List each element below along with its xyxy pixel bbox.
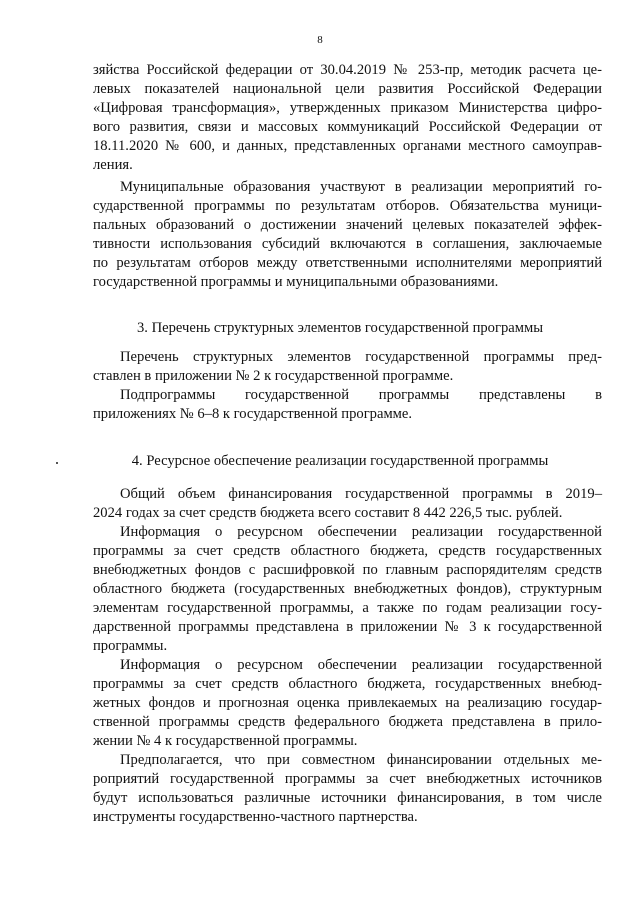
paragraph-line: левых показателей национальной цели развития Российской Федерации bbox=[93, 81, 602, 97]
paragraph-line: ления. bbox=[93, 157, 133, 173]
paragraph-line: сударственной программы по результатам отборов. Обязательства муници- bbox=[93, 198, 602, 214]
paragraph-line: областного бюджета (государственных внебюджетных фондов), структурным bbox=[93, 581, 602, 597]
paragraph-line: будут использоваться различные источники финансирования, в том числе bbox=[93, 790, 602, 806]
paragraph-line: программы за счет средств областного бюджета, средств государственных bbox=[93, 543, 602, 559]
section-heading: 3. Перечень структурных элементов государственной программы bbox=[136, 320, 544, 336]
paragraph-line: Подпрограммы государственной программы представлены в bbox=[120, 387, 602, 403]
paragraph-line: Общий объем финансирования государственной программы в 2019– bbox=[120, 486, 602, 502]
paragraph-line: инструменты государственно-частного партнерства. bbox=[93, 809, 418, 825]
paragraph-line: жетных фондов и прогнозная оценка привлекаемых на реализацию государ- bbox=[93, 695, 602, 711]
paragraph-line: зяйства Российской федерации от 30.04.2019 № 253-пр, методик расчета це- bbox=[93, 62, 602, 78]
paragraph-line: дарственной программы представлена в приложении № 3 к государственной bbox=[93, 619, 602, 635]
paragraph-line: Предполагается, что при совместном финансировании отдельных ме- bbox=[120, 752, 602, 768]
paragraph-line: по результатам отборов между ответственными исполнителями мероприятий bbox=[93, 255, 602, 271]
paragraph-line: ственной программы средств федерального бюджета представлена в прило- bbox=[93, 714, 602, 730]
paragraph-line: 18.11.2020 № 600, и данных, представленных органами местного самоуправ- bbox=[93, 138, 602, 154]
paragraph-line: Перечень структурных элементов государственной программы пред- bbox=[120, 349, 602, 365]
paragraph-line: 2024 годах за счет средств бюджета всего составит 8 442 226,5 тыс. рублей. bbox=[93, 505, 563, 521]
paragraph-line: Информация о ресурсном обеспечении реализации государственной bbox=[120, 657, 602, 673]
paragraph-line: Муниципальные образования участвуют в реализации мероприятий го- bbox=[120, 179, 602, 195]
paragraph-line: ставлен в приложении № 2 к государственной программе. bbox=[93, 368, 454, 384]
paragraph-line: приложениях № 6–8 к государственной программе. bbox=[93, 406, 413, 422]
paragraph-line: вого развития, связи и массовых коммуникаций Российской Федерации от bbox=[93, 119, 602, 135]
paragraph-line: роприятий государственной программы за счет внебюджетных источников bbox=[93, 771, 602, 787]
page-number: 8 bbox=[317, 34, 323, 46]
paragraph-line: пальных образований о достижении значений целевых показателей эффек- bbox=[93, 217, 602, 233]
paragraph-line: программы за счет средств областного бюджета, государственных внебюд- bbox=[93, 676, 602, 692]
paragraph-line: государственной программы и муниципальными образованиями. bbox=[93, 274, 499, 290]
paragraph-line: программы. bbox=[93, 638, 168, 654]
paragraph-line: элементам государственной программы, а также по годам реализации госу- bbox=[93, 600, 602, 616]
section-heading: 4. Ресурсное обеспечение реализации государственной программы bbox=[131, 453, 549, 469]
paragraph-line: «Цифровая трансформация», утвержденных приказом Министерства цифро- bbox=[93, 100, 602, 116]
paragraph-line: тивности использования субсидий включаются в соглашения, заключаемые bbox=[93, 236, 602, 252]
paragraph-line: внебюджетных фондов с расшифровкой по главным распорядителям средств bbox=[93, 562, 602, 578]
paragraph-line: Информация о ресурсном обеспечении реализации государственной bbox=[120, 524, 602, 540]
paragraph-line: жении № 4 к государственной программы. bbox=[93, 733, 358, 749]
